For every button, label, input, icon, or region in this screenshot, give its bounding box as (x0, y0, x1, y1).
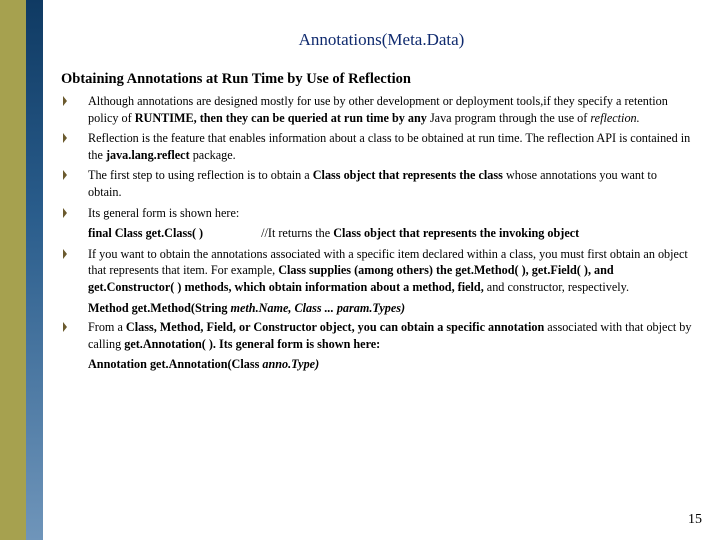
get-class-signature-line (88, 225, 692, 242)
get-method-signature-text: Method get.Method(String (88, 300, 231, 315)
left-accent-band-olive (0, 0, 26, 540)
slide-heading: Obtaining Annotations at Run Time by Use of Reflection (61, 71, 411, 87)
bullet-3-bold: Class object that represents the class (312, 168, 503, 183)
get-method-signature-params: meth.Name, Class ... param.Types) (230, 300, 406, 315)
bullet-6-text: From a (88, 320, 126, 335)
bullet-list (62, 93, 692, 376)
get-annotation-signature (62, 356, 692, 373)
bullet-6-bold-2: get.Annotation( ). Its general form is shown here: (124, 336, 381, 351)
bullet-2-text: Reflection is the feature that enables information about a class to be obtained at run time. The reflection API is contained in the (88, 131, 691, 162)
bullet-3-text-2: whose annotations you want to obtain. (88, 168, 657, 199)
get-annotation-signature-params: anno.Type) (262, 357, 320, 372)
bullet-1-italic: reflection. (590, 110, 640, 125)
bullet-4-text: Its general form is shown here: (88, 205, 240, 220)
bullet-5-text: If you want to obtain the annotations associated with a specific item declared within a class, you must first obtain an object that represents that item. For example, (88, 246, 688, 278)
get-class-comment-bold: Class object that represents the invoking object (333, 226, 580, 241)
slide-title: Annotations(Meta.Data) (298, 30, 465, 49)
bullet-item-4 (62, 205, 692, 242)
bullet-1-text: Although annotations are designed mostly for use by other development or deployment tools,if they specify a retention policy of (88, 94, 668, 125)
page-number: 15 (688, 512, 702, 527)
bullet-6-bold: Class, Method, Field, or Constructor object, you can obtain a specific annotation (125, 320, 545, 335)
bullet-item-5 (62, 246, 692, 296)
bullet-marker-icon (62, 96, 68, 106)
get-class-comment: //It returns the (261, 226, 334, 241)
bullet-1-bold: RUNTIME, then they can be queried at run time by any (134, 110, 427, 125)
get-annotation-signature-text: Annotation get.Annotation(Class (88, 357, 263, 372)
bullet-2-bold: java.lang.reflect (105, 147, 190, 162)
left-accent-band-navy (26, 0, 43, 540)
bullet-marker-icon (62, 133, 68, 143)
bullet-5-bold: Class supplies (among others) the get.Method( ), get.Field( ), and get.Constructor( ) methods, which obtain information about a method, field, (88, 263, 614, 294)
bullet-item-6 (62, 319, 692, 352)
bullet-6-text-2: associated with that object by calling (88, 320, 692, 351)
bullet-item-1 (62, 93, 692, 126)
get-method-signature (62, 300, 692, 317)
get-class-signature: final Class get.Class( ) (88, 226, 204, 241)
bullet-marker-icon (62, 322, 68, 332)
bullet-3-text: The first step to using reflection is to obtain a (88, 168, 313, 183)
bullet-marker-icon (62, 170, 68, 180)
bullet-item-2 (62, 130, 692, 163)
bullet-2-text-2: package. (189, 147, 236, 162)
bullet-5-text-2: and constructor, respectively. (483, 279, 630, 294)
bullet-marker-icon (62, 249, 68, 259)
bullet-1-text-2: Java program through the use of (426, 110, 591, 125)
bullet-item-3 (62, 167, 692, 200)
bullet-marker-icon (62, 208, 68, 218)
